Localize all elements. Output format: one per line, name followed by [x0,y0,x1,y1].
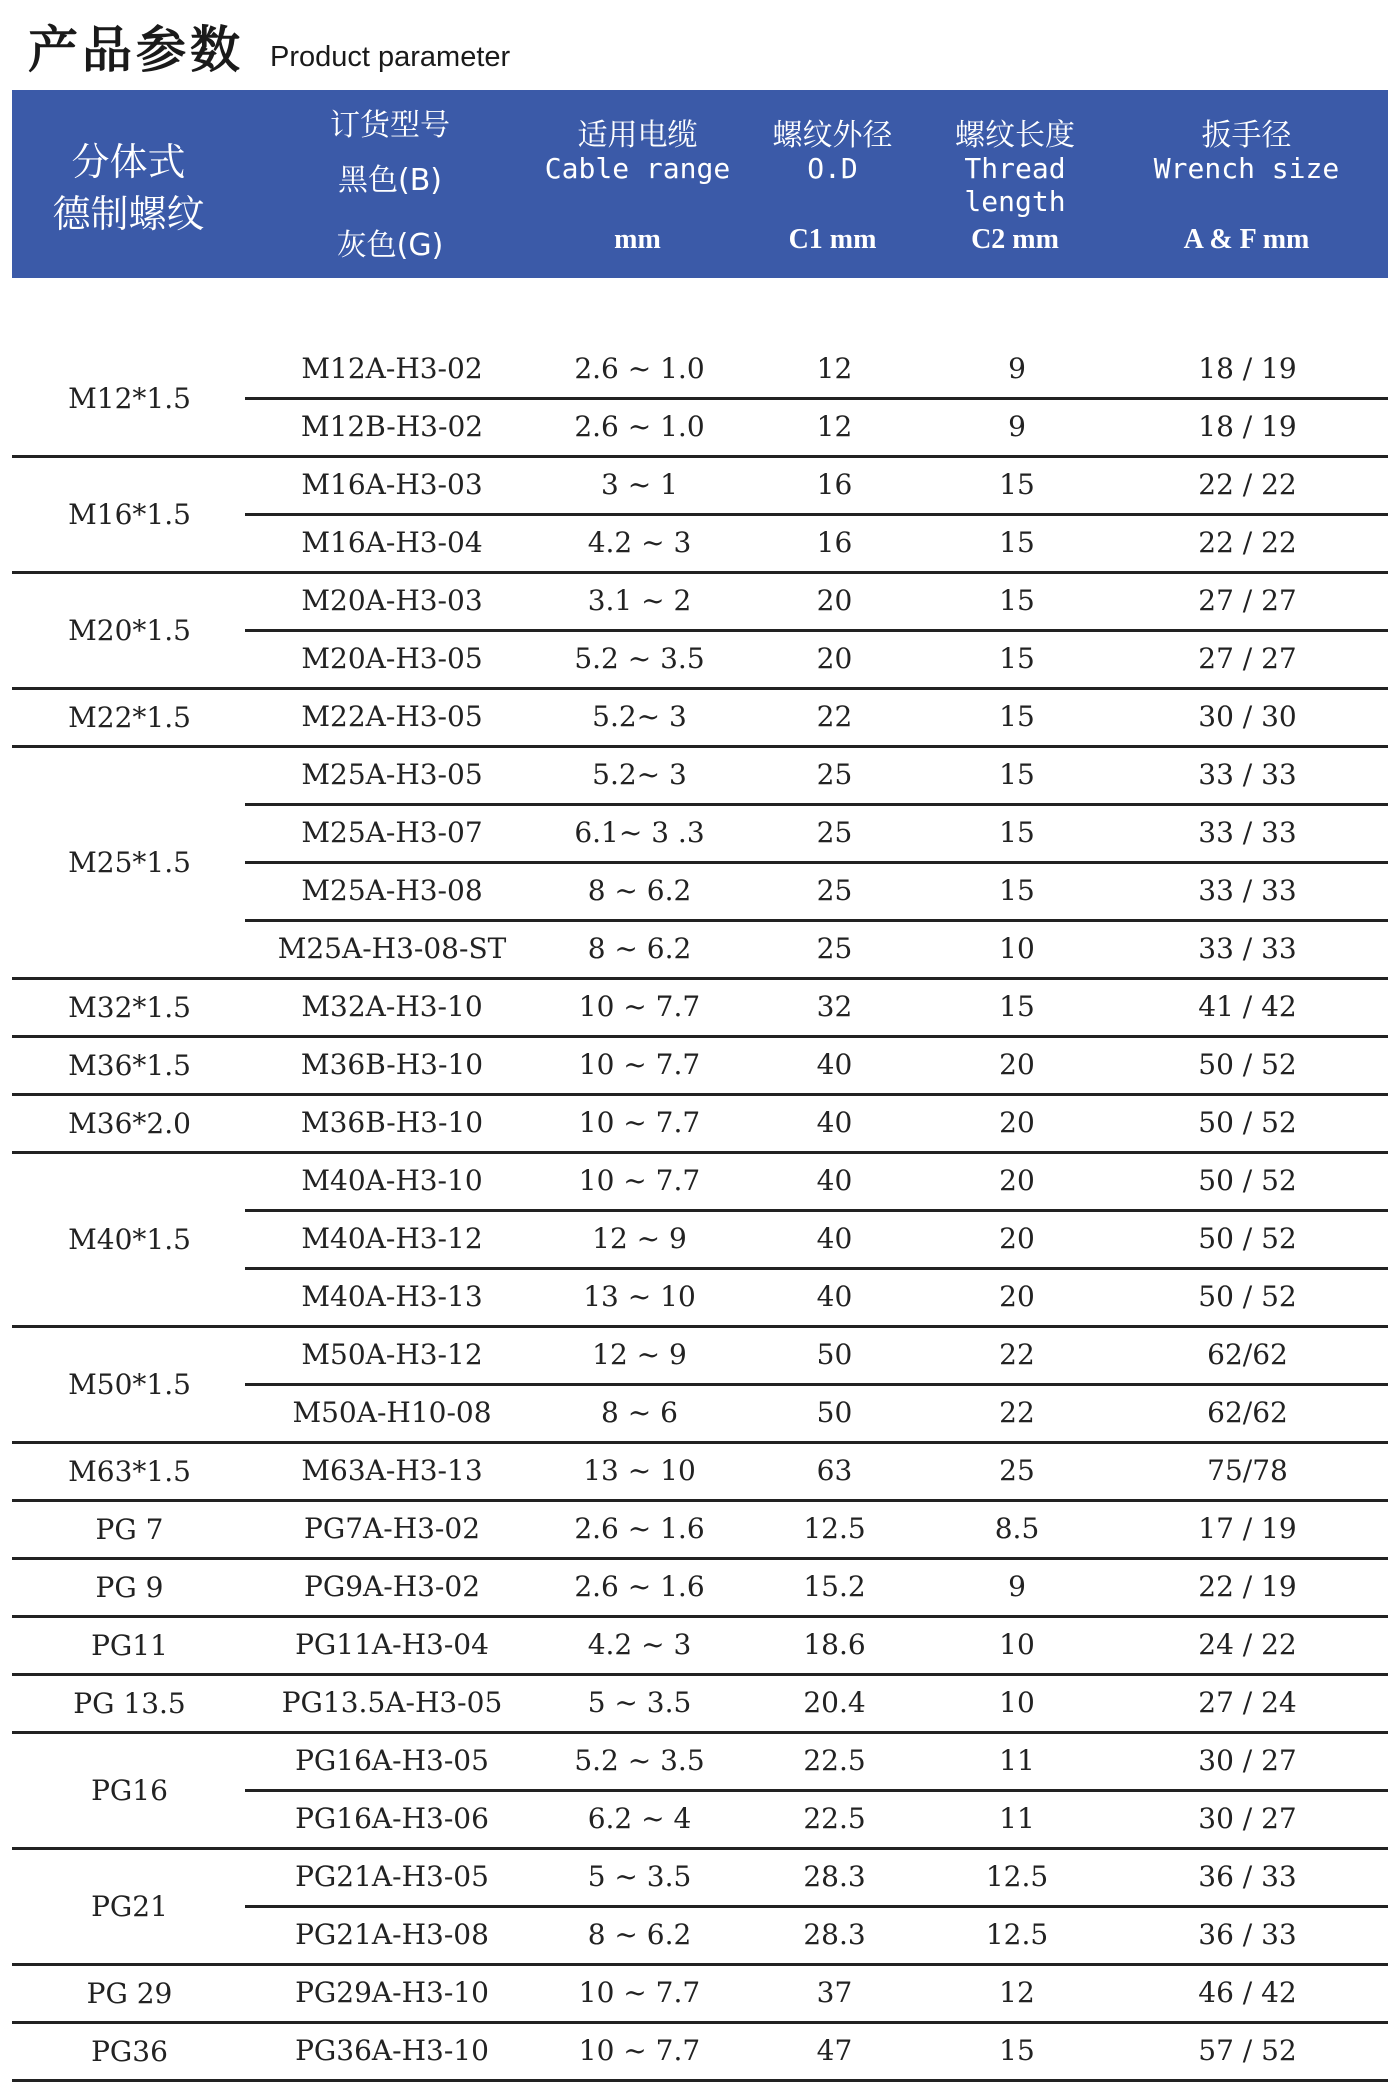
od-cell: 20 [816,584,853,617]
od-cell: 22.5 [803,1802,866,1835]
thread-length-cell: 15 [999,990,1035,1023]
header-od [740,90,925,278]
thread-length-cell: 15 [999,642,1035,675]
od-cell: 22 [816,700,853,733]
od-cell: 47 [816,2034,853,2067]
thread-size-label: PG36 [91,2034,168,2068]
cable-range-cell: 10 ~ 7.7 [578,1976,701,2009]
order-model-cell: M25A-H3-08-ST [277,932,507,965]
thread-size-label: PG21 [91,1889,168,1923]
header-thread-type-line1: 分体式 [71,140,186,184]
od-cell: 63 [816,1454,853,1487]
cable-range-cell: 4.2 ~ 3 [587,1628,692,1661]
wrench-size-cell: 36 / 33 [1198,1860,1297,1893]
cable-range-cell: 5 ~ 3.5 [587,1686,692,1719]
thread-length-cell: 11 [999,1802,1035,1835]
wrench-size-cell: 41 / 42 [1198,990,1297,1023]
cable-range-cell: 2.6 ~ 1.0 [574,410,705,443]
cable-range-cell: 10 ~ 7.7 [578,1048,701,1081]
table-group [12,1558,1388,1616]
cable-range-cell: 5.2 ~ 3.5 [574,642,705,675]
od-cell: 25 [816,816,853,849]
cable-range-cell: 13 ~ 10 [583,1280,696,1313]
wrench-size-cell: 18 / 19 [1198,352,1297,385]
cable-range-cell: 13 ~ 10 [583,1454,696,1487]
header-thread-length-cn: 螺纹长度 [955,118,1075,153]
order-model-cell: M36B-H3-10 [300,1106,484,1139]
thread-length-cell: 20 [999,1280,1035,1313]
thread-length-cell: 9 [1008,352,1026,385]
order-model-cell: PG13.5A-H3-05 [281,1686,503,1719]
header-wrench-size-unit: A & F mm [1183,224,1310,255]
thread-length-cell: 20 [999,1106,1035,1139]
table-header [12,90,1388,278]
table-group [12,1152,1388,1326]
thread-length-cell: 10 [999,932,1035,965]
wrench-size-cell: 22 / 22 [1198,468,1297,501]
header-thread-length-unit: C2 mm [971,224,1059,255]
od-cell: 50 [816,1338,853,1371]
od-cell: 25 [816,874,853,907]
table-group [12,688,1388,746]
thread-size-label: M40*1.5 [68,1222,191,1256]
thread-length-cell: 22 [999,1396,1035,1429]
order-model-cell: PG11A-H3-04 [295,1628,489,1661]
od-cell: 12 [816,352,853,385]
wrench-size-cell: 30 / 27 [1198,1744,1297,1777]
table-group [12,1674,1388,1732]
table-row [12,1094,1388,1152]
cable-range-cell: 5.2~ 3 [592,700,687,733]
table-group [12,572,1388,688]
wrench-size-cell: 24 / 22 [1198,1628,1297,1661]
od-cell: 40 [816,1106,853,1139]
od-cell: 15.2 [803,1570,866,1603]
table-group [12,1732,1388,1848]
thread-size-label: PG16 [91,1773,168,1807]
wrench-size-cell: 18 / 19 [1198,410,1297,443]
thread-length-cell: 12.5 [985,1918,1049,1951]
wrench-size-cell: 50 / 52 [1198,1280,1297,1313]
table-row [12,2022,1388,2080]
cable-range-cell: 10 ~ 7.7 [578,1106,701,1139]
od-cell: 22.5 [803,1744,866,1777]
table-row [12,1790,1388,1848]
thread-size-label: M36*2.0 [68,1106,191,1140]
wrench-size-cell: 33 / 33 [1198,932,1297,965]
group-divider [12,2079,1388,2082]
thread-length-cell: 15 [999,758,1035,791]
header-cable-range [535,90,740,278]
wrench-size-cell: 30 / 27 [1198,1802,1297,1835]
thread-length-cell: 11 [999,1744,1035,1777]
cable-range-cell: 2.6 ~ 1.6 [574,1570,705,1603]
table-row [12,1442,1388,1500]
order-model-cell: PG7A-H3-02 [303,1512,481,1545]
wrench-size-cell: 50 / 52 [1198,1048,1297,1081]
thread-length-cell: 20 [999,1164,1035,1197]
table-row [12,1152,1388,1210]
table-group [12,1094,1388,1152]
table-group [12,1500,1388,1558]
thread-size-label: M32*1.5 [68,990,191,1024]
wrench-size-cell: 46 / 42 [1198,1976,1297,2009]
cable-range-cell: 8 ~ 6.2 [587,874,692,907]
table-row [12,1616,1388,1674]
cable-range-cell: 5.2~ 3 [592,758,687,791]
cable-range-cell: 12 ~ 9 [592,1338,687,1371]
header-wrench-size-cn: 扳手径 [1201,118,1292,153]
order-model-cell: PG21A-H3-08 [295,1918,489,1951]
table-group [12,978,1388,1036]
thread-length-cell: 20 [999,1222,1035,1255]
table-group [12,456,1388,572]
order-model-cell: M40A-H3-13 [301,1280,483,1313]
table-group [12,1036,1388,1094]
table-row [12,514,1388,572]
od-cell: 40 [816,1048,853,1081]
order-model-cell: M25A-H3-05 [301,758,483,791]
table-group [12,2022,1388,2080]
thread-length-cell: 9 [1008,1570,1026,1603]
order-model-cell: PG36A-H3-10 [295,2034,489,2067]
table-group [12,1616,1388,1674]
wrench-size-cell: 27 / 24 [1198,1686,1297,1719]
cable-range-cell: 10 ~ 7.7 [578,990,701,1023]
thread-length-cell: 12.5 [985,1860,1049,1893]
page-title [28,12,510,82]
order-model-cell: PG16A-H3-05 [295,1744,489,1777]
table-group [12,1964,1388,2022]
od-cell: 37 [816,1976,853,2009]
header-thread-length [925,90,1105,278]
thread-size-label: M63*1.5 [68,1454,191,1488]
header-order-model-grey: 灰色(G) [336,228,444,263]
thread-size-label: PG 7 [95,1512,164,1546]
od-cell: 28.3 [803,1918,866,1951]
order-model-cell: PG16A-H3-06 [295,1802,489,1835]
thread-size-label: M36*1.5 [68,1048,191,1082]
thread-length-cell: 25 [999,1454,1035,1487]
table-row [12,630,1388,688]
order-model-cell: M16A-H3-03 [301,468,483,501]
order-model-cell: PG21A-H3-05 [295,1860,489,1893]
table-row [12,456,1388,514]
page-title-cn: 产品参数 [28,21,244,79]
header-od-en: O.D [807,152,858,185]
cable-range-cell: 2.6 ~ 1.0 [574,352,705,385]
thread-size-label: PG 13.5 [73,1686,186,1720]
table-row [12,1268,1388,1326]
header-cable-range-en: Cable range [544,152,731,185]
order-model-cell: M16A-H3-04 [301,526,483,559]
thread-length-cell: 15 [999,584,1035,617]
table-row [12,1210,1388,1268]
order-model-cell: M25A-H3-07 [301,816,483,849]
table-row [12,398,1388,456]
cable-range-cell: 3.1 ~ 2 [587,584,692,617]
od-cell: 50 [816,1396,853,1429]
table-row [12,746,1388,804]
order-model-cell: M36B-H3-10 [300,1048,484,1081]
header-cable-range-cn: 适用电缆 [577,118,698,153]
table-group [12,746,1388,978]
order-model-cell: M20A-H3-03 [301,584,483,617]
thread-length-cell: 10 [999,1628,1035,1661]
cable-range-cell: 6.2 ~ 4 [587,1802,692,1835]
order-model-cell: M22A-H3-05 [301,700,483,733]
header-thread-length-en: Thread length [964,152,1066,218]
thread-size-label: M16*1.5 [68,497,191,531]
wrench-size-cell: 33 / 33 [1198,816,1297,849]
od-cell: 25 [816,758,853,791]
thread-length-cell: 15 [999,2034,1035,2067]
thread-length-cell: 15 [999,816,1035,849]
parameter-table [12,340,1388,2080]
thread-size-label: PG11 [91,1628,168,1662]
order-model-cell: M12B-H3-02 [300,410,484,443]
thread-length-cell: 15 [999,874,1035,907]
header-thread-type-line2: 德制螺纹 [52,192,205,236]
wrench-size-cell: 17 / 19 [1198,1512,1297,1545]
table-row [12,1558,1388,1616]
od-cell: 18.6 [803,1628,866,1661]
order-model-cell: M63A-H3-13 [301,1454,483,1487]
table-row [12,1732,1388,1790]
table-row [12,1326,1388,1384]
order-model-cell: M12A-H3-02 [301,352,483,385]
header-od-unit: C1 mm [788,224,877,255]
od-cell: 20.4 [803,1686,866,1719]
thread-length-cell: 12 [999,1976,1035,2009]
order-model-cell: M32A-H3-10 [301,990,483,1023]
cable-range-cell: 2.6 ~ 1.6 [574,1512,705,1545]
wrench-size-cell: 27 / 27 [1198,642,1297,675]
thread-size-label: PG 29 [86,1976,173,2010]
wrench-size-cell: 33 / 33 [1198,758,1297,791]
thread-length-cell: 10 [999,1686,1035,1719]
table-row [12,340,1388,398]
wrench-size-cell: 22 / 22 [1198,526,1297,559]
thread-length-cell: 15 [999,468,1035,501]
cable-range-cell: 12 ~ 9 [592,1222,687,1255]
order-model-cell: M40A-H3-12 [301,1222,483,1255]
table-row [12,1964,1388,2022]
table-group [12,1442,1388,1500]
table-row [12,978,1388,1036]
table-row [12,1384,1388,1442]
wrench-size-cell: 50 / 52 [1198,1164,1297,1197]
od-cell: 16 [816,468,853,501]
header-order-model-cn: 订货型号 [330,108,450,143]
table-row [12,1036,1388,1094]
header-wrench-size-en: Wrench size [1153,152,1340,185]
wrench-size-cell: 33 / 33 [1198,874,1297,907]
cable-range-cell: 8 ~ 6 [601,1396,678,1429]
table-group [12,1848,1388,1964]
table-row [12,572,1388,630]
header-wrench-size [1105,90,1388,278]
cable-range-cell: 10 ~ 7.7 [578,1164,701,1197]
order-model-cell: M50A-H3-12 [301,1338,483,1371]
table-row [12,1674,1388,1732]
header-od-cn: 螺纹外径 [772,118,893,153]
wrench-size-cell: 22 / 19 [1198,1570,1297,1603]
table-row [12,1848,1388,1906]
wrench-size-cell: 30 / 30 [1198,700,1297,733]
thread-length-cell: 15 [999,526,1035,559]
cable-range-cell: 8 ~ 6.2 [587,1918,692,1951]
cable-range-cell: 10 ~ 7.7 [578,2034,701,2067]
table-group [12,340,1388,456]
thread-size-label: M20*1.5 [68,613,191,647]
od-cell: 12.5 [803,1512,866,1545]
od-cell: 20 [816,642,853,675]
header-cable-range-unit: mm [614,224,661,255]
cable-range-cell: 4.2 ~ 3 [587,526,692,559]
cable-range-cell: 6.1~ 3 .3 [574,816,705,849]
thread-size-label: M12*1.5 [68,381,191,415]
wrench-size-cell: 36 / 33 [1198,1918,1297,1951]
thread-length-cell: 9 [1008,410,1026,443]
thread-length-cell: 15 [999,700,1035,733]
order-model-cell: M40A-H3-10 [301,1164,483,1197]
table-row [12,920,1388,978]
wrench-size-cell: 50 / 52 [1198,1106,1297,1139]
cable-range-cell: 3 ~ 1 [601,468,678,501]
od-cell: 40 [816,1164,853,1197]
table-row [12,804,1388,862]
od-cell: 25 [816,932,853,965]
od-cell: 28.3 [803,1860,866,1893]
table-row [12,1500,1388,1558]
thread-size-label: PG 9 [95,1570,164,1604]
wrench-size-cell: 57 / 52 [1198,2034,1297,2067]
header-thread-type [12,90,245,278]
thread-length-cell: 20 [999,1048,1035,1081]
cable-range-cell: 8 ~ 6.2 [587,932,692,965]
wrench-size-cell: 27 / 27 [1198,584,1297,617]
cable-range-cell: 5 ~ 3.5 [587,1860,692,1893]
order-model-cell: PG9A-H3-02 [303,1570,481,1603]
cable-range-cell: 5.2 ~ 3.5 [574,1744,705,1777]
page-title-en: Product parameter [270,41,511,73]
header-order-model [245,90,535,278]
thread-size-label: M25*1.5 [68,845,191,879]
table-row [12,1906,1388,1964]
od-cell: 40 [816,1222,853,1255]
wrench-size-cell: 75/78 [1207,1454,1288,1487]
od-cell: 16 [816,526,853,559]
od-cell: 40 [816,1280,853,1313]
wrench-size-cell: 62/62 [1207,1338,1288,1371]
thread-length-cell: 22 [999,1338,1035,1371]
thread-size-label: M22*1.5 [68,700,191,734]
od-cell: 32 [816,990,853,1023]
wrench-size-cell: 62/62 [1207,1396,1288,1429]
od-cell: 12 [816,410,853,443]
table-row [12,862,1388,920]
header-order-model-black: 黑色(B) [338,163,442,198]
thread-length-cell: 8.5 [994,1512,1040,1545]
table-group [12,1326,1388,1442]
thread-size-label: M50*1.5 [68,1367,191,1401]
wrench-size-cell: 50 / 52 [1198,1222,1297,1255]
order-model-cell: PG29A-H3-10 [295,1976,489,2009]
order-model-cell: M25A-H3-08 [301,874,483,907]
order-model-cell: M50A-H10-08 [292,1396,492,1429]
order-model-cell: M20A-H3-05 [301,642,483,675]
table-row [12,688,1388,746]
